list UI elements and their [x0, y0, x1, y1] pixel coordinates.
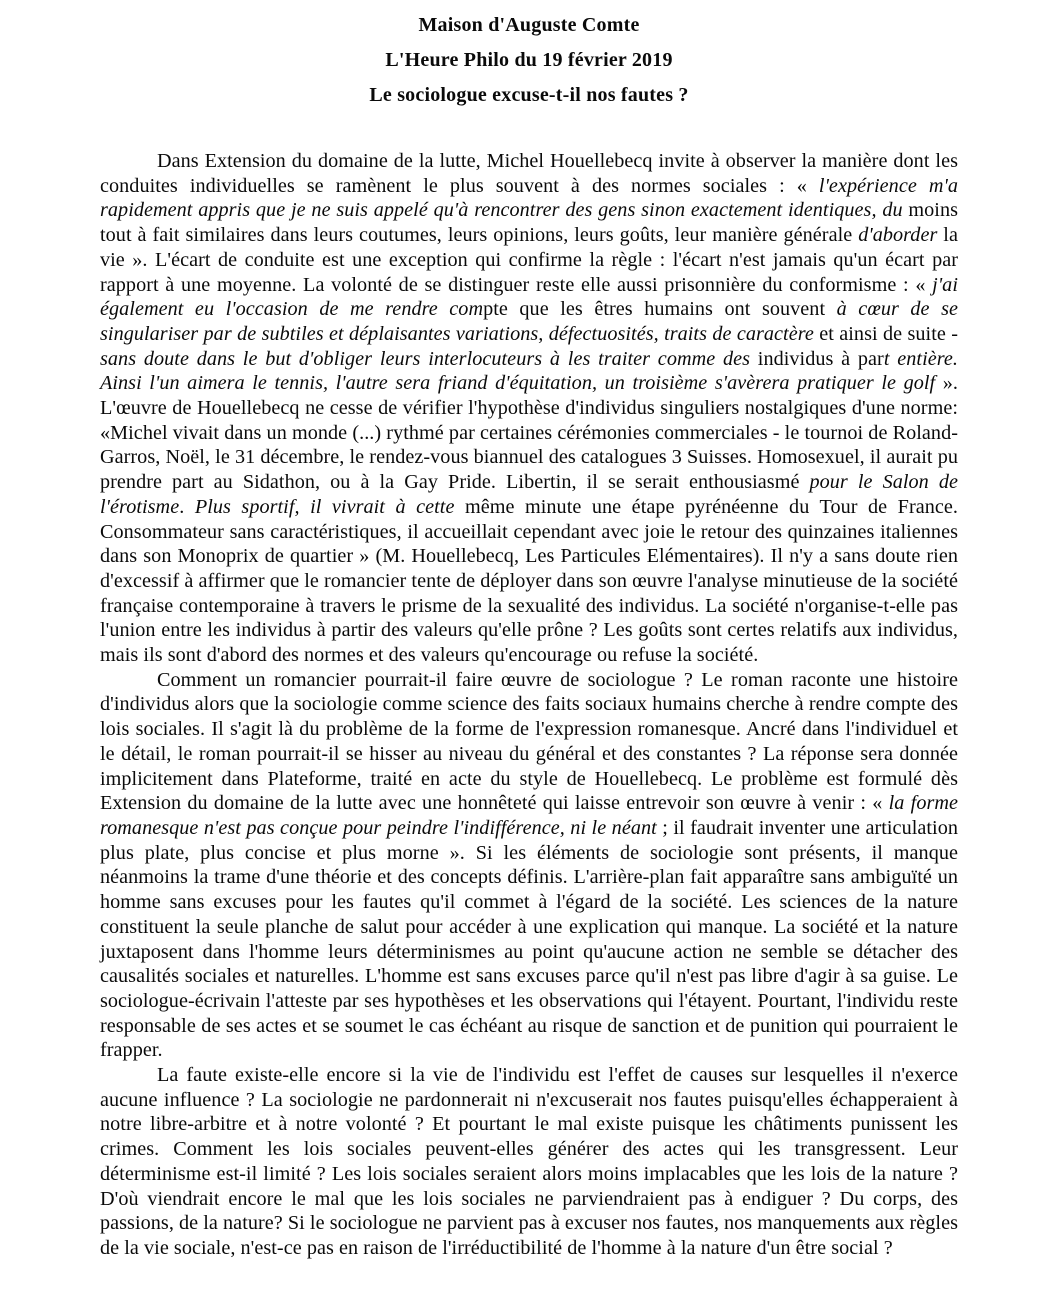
doc-title-organization: Maison d'Auguste Comte	[418, 14, 640, 36]
document-body	[100, 149, 958, 1261]
paragraph-romancier-sociologue: Comment un romancier pourrait-il faire œuvre de sociologue ? Le roman raconte une histoire d'individus alors que la sociologie comme science des faits sociaux humains cherche à rendre compte des lois sociales. Il s'agit là du problème de la forme de l'expression romanesque. Ancré dans l'individuel et le détail, le roman pourrait-il se hisser au niveau du général et des constantes ? La réponse sera donnée implicitement dans Plateforme, traité en acte du style de Houellebecq. Le problème est formulé dès Extension du domaine de la lutte avec une honnêteté qui laisse entrevoir son œuvre à venir : « la forme romanesque n'est pas conçue pour peindre l'indifférence, ni le néant ; il faudrait inventer une articulation plus plate, plus concise et plus morne ». Si les éléments de sociologie sont présents, il manque néanmoins la trame d'une théorie et des concepts définis. L'arrière-plan fait apparaître sans ambiguïté un homme sans excuses pour les fautes qu'il commet à l'égard de la société. Les sciences de la nature constituent la seule planche de salut pour accéder à une explication qui manque. La société et la nature juxtaposent dans l'homme leurs déterminismes au point qu'aucune action ne semble se détacher des causalités sociales et naturelles. L'homme est sans excuses parce qu'il n'est pas libre d'agir à sa guise. Le sociologue-écrivain l'atteste par ses hypothèses et les observations qui l'étayent. Pourtant, l'individu reste responsable de ses actes et se soumet le cas échéant au risque de sanction et de punition qui pourraient le frapper.	[100, 668, 959, 1062]
paragraph-la-faute: La faute existe-elle encore si la vie de l'individu est l'effet de causes sur lesquelles il n'exerce aucune influence ? La sociologie ne pardonnerait ni n'excuserait nos fautes puisqu'elles échapperaient à notre libre-arbitre et à notre volonté ? Et pourtant le mal existe puisque les châtiments punissent les crimes. Comment les lois sociales peuvent-elles générer des actes qui les transgressent. Leur déterminisme est-il limité ? Les lois sociales seraient alors moins implacables que les lois de la nature ? D'où viendrait encore le mal que les lois sociales ne parviendraient pas à endiguer ? Du corps, des passions, de la nature? Si le sociologue ne parvient pas à excuser nos fautes, nos manquements aux règles de la vie sociale, n'est-ce pas en raison de l'irréductibilité de l'homme à la nature d'un être social ?	[100, 1064, 958, 1259]
paragraph-houellebecq-normes: Dans Extension du domaine de la lutte, Michel Houellebecq invite à observer la manière dont les conduites individuelles se ramènent le plus souvent à des normes sociales : « l'expérience m'a rapidement appris que je ne suis appelé qu'à rencontrer des gens sinon exactement identiques, du moins tout à fait similaires dans leurs coutumes, leurs opinions, leurs goûts, leur manière générale d'aborder la vie ». L'écart de conduite est une exception qui confirme la règle : l'écart n'est jamais qu'un écart par rapport à une moyenne. La volonté de se distinguer reste elle aussi prisonnière du conformisme : « j'ai également eu l'occasion de me rendre compte que les êtres humains ont souvent à cœur de se singulariser par de subtiles et déplaisantes variations, défectuosités, traits de caractère et ainsi de suite - sans doute dans le but d'obliger leurs interlocuteurs à les traiter comme des individus à part entière. Ainsi l'un aimera le tennis, l'autre sera friand d'équitation, un troisième s'avèrera pratiquer le golf ». L'œuvre de Houellebecq ne cesse de vérifier l'hypothèse d'individus singuliers nostalgiques d'une norme: «Michel vivait dans un monde (...) rythmé par certaines cérémonies commerciales - le tournoi de Roland-Garros, Noël, le 31 décembre, le rendez-vous biannuel des catalogues 3 Suisses. Homosexuel, il aurait pu prendre part au Sidathon, ou à la Gay Pride. Libertin, il se serait enthousiasmé pour le Salon de l'érotisme. Plus sportif, il vivrait à cette même minute une étape pyrénéenne du Tour de France. Consommateur sans caractéristiques, il accueillait cependant avec joie le retour des quinzaines italiennes dans son Monoprix de quartier » (M. Houellebecq, Les Particules Elémentaires). Il n'y a sans doute rien d'excessif à affirmer que le romancier tente de déployer dans son œuvre l'analyse minutieuse de la société française contemporaine à travers le prisme de la sexualité des individus. La société n'organise-t-elle pas l'union entre les individus à partir des valeurs qu'elle prône ? Les goûts sont certes relatifs aux individus, mais ils sont d'abord des normes et des valeurs qu'encourage ou refuse la société.	[100, 150, 959, 667]
doc-title-subject: Le sociologue excuse-t-il nos fautes ?	[369, 84, 689, 106]
doc-title-event-date: L'Heure Philo du 19 février 2019	[385, 49, 673, 71]
document-header	[100, 8, 958, 113]
